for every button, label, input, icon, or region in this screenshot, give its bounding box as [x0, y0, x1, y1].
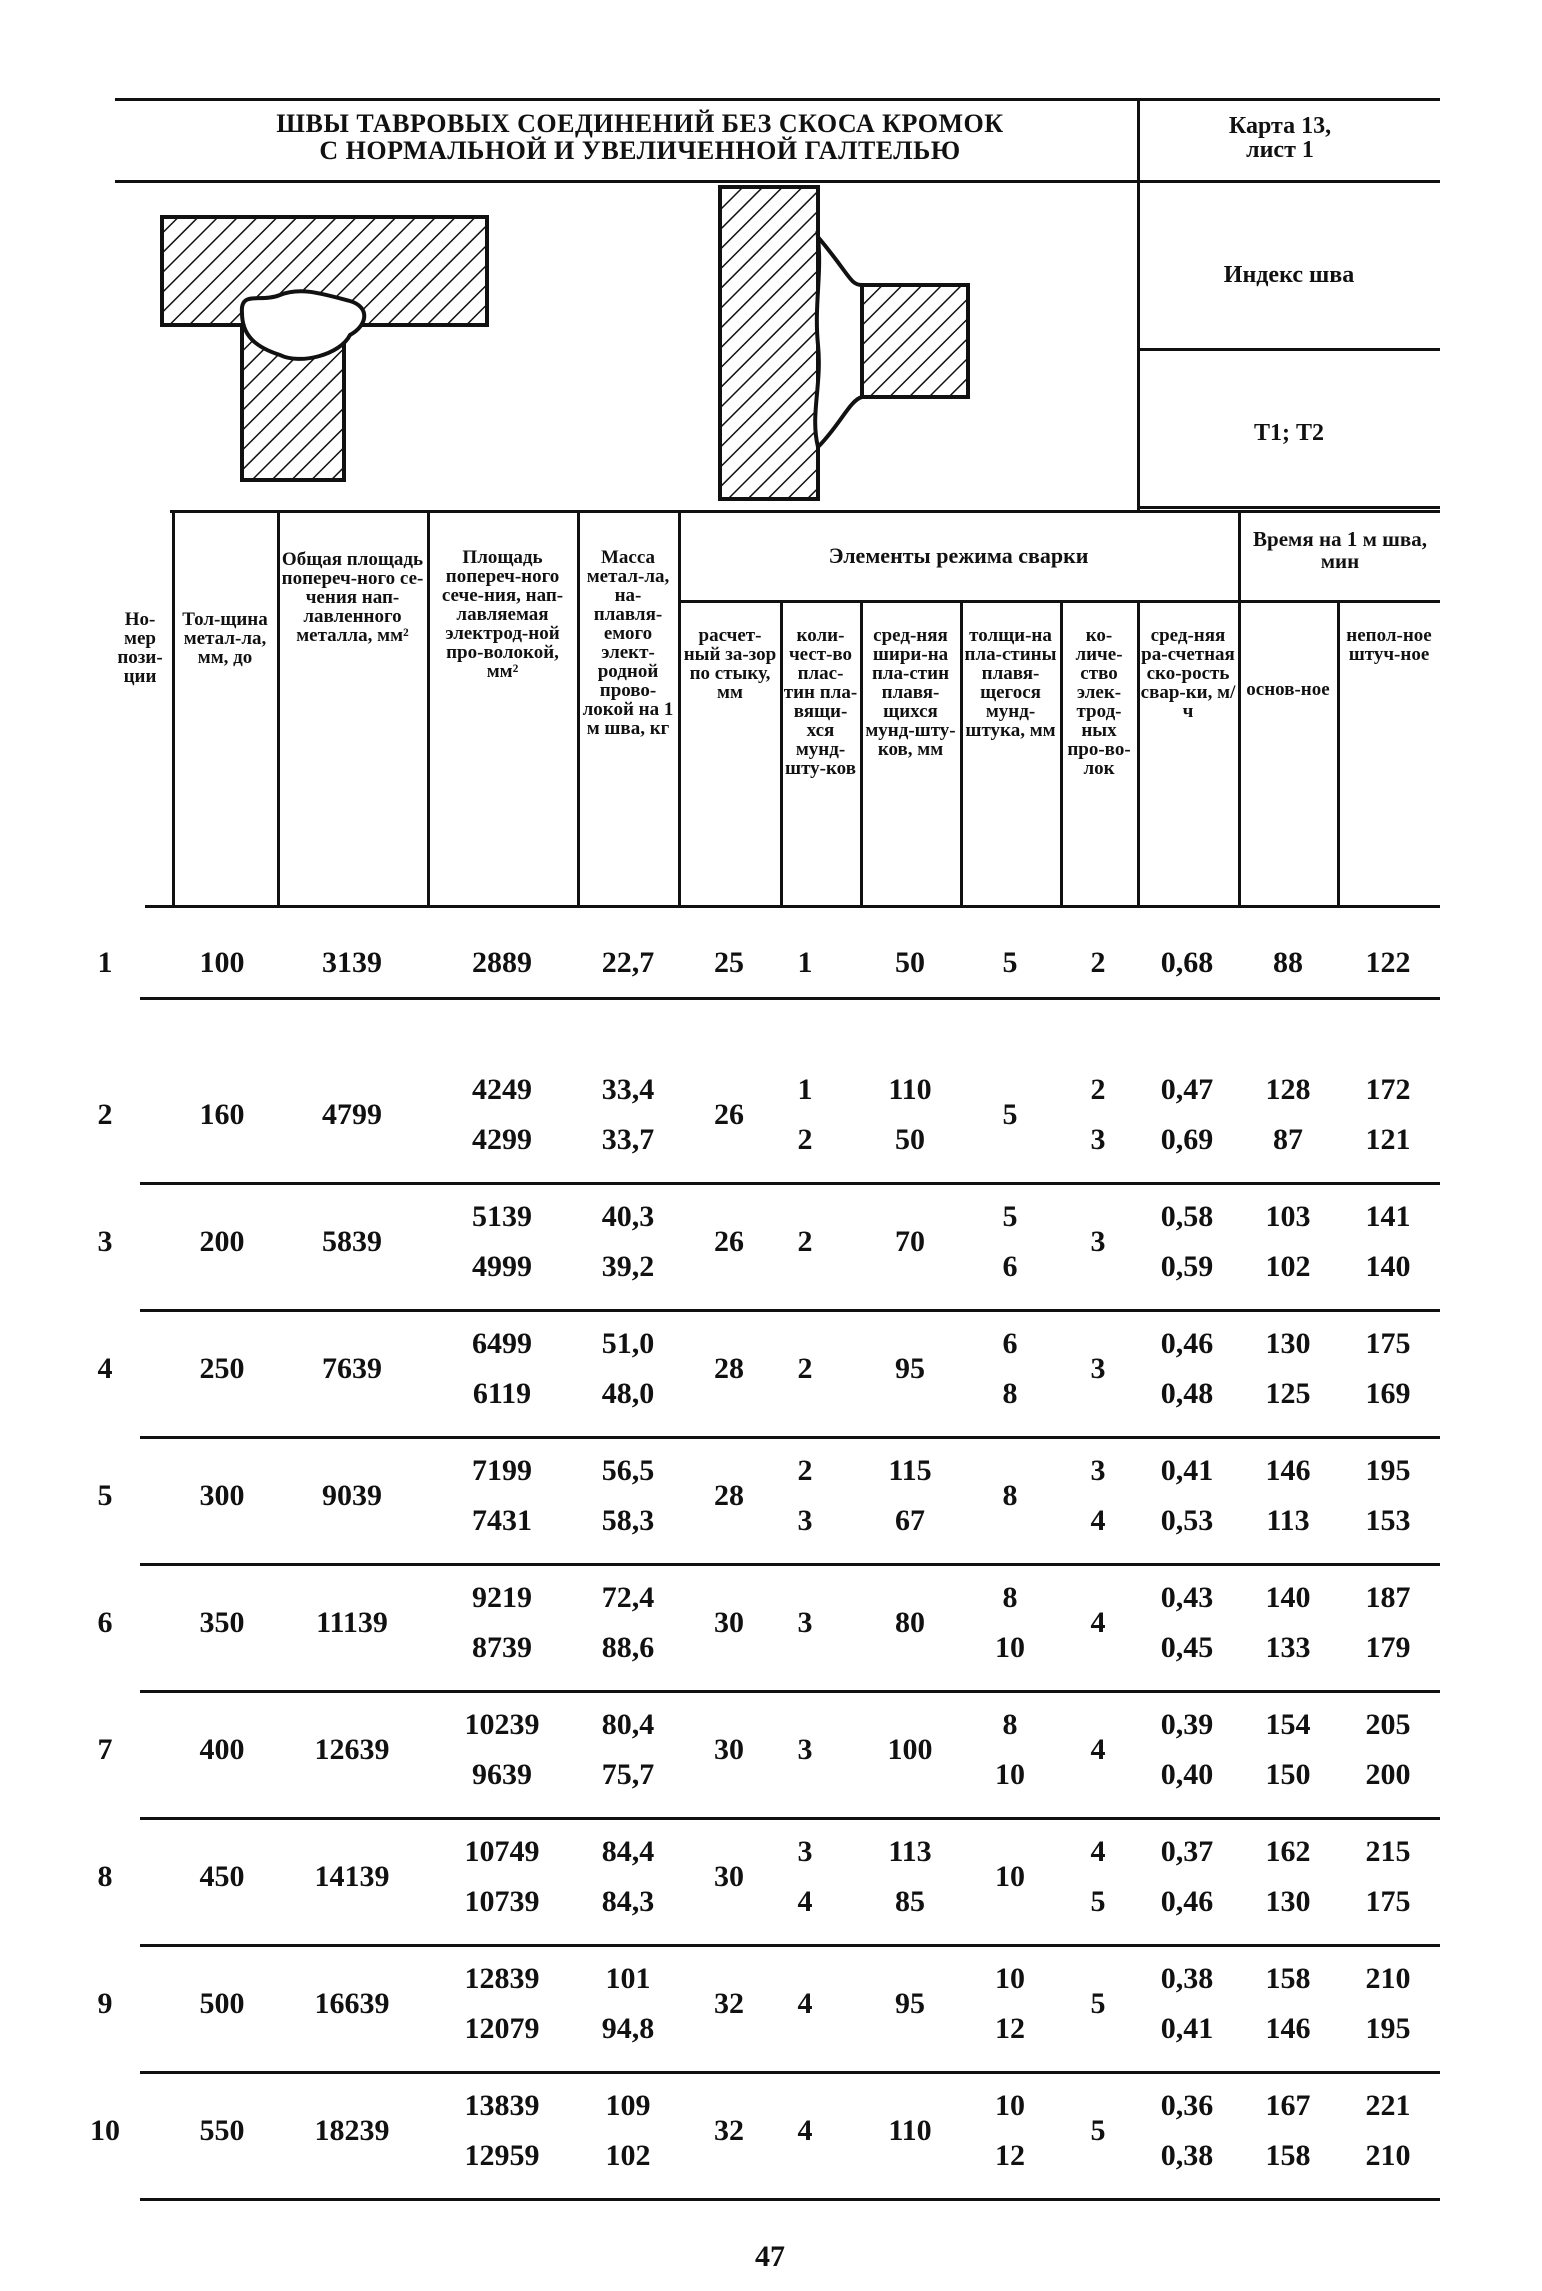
row-speed: 0,45	[1160, 1631, 1214, 1664]
row-wire-area: 13839	[464, 2089, 540, 2122]
row-time-main: 146	[1265, 1454, 1311, 1487]
row-thickness: 450	[199, 1860, 245, 1893]
row-time-main: 158	[1265, 2139, 1311, 2172]
row-wires: 2	[1090, 1073, 1106, 1106]
row-gap: 30	[714, 1733, 744, 1766]
row-plates: 4	[797, 2114, 813, 2147]
row-total-area: 7639	[322, 1352, 382, 1385]
col-line	[678, 510, 681, 907]
row-pthick: 10	[995, 1962, 1025, 1995]
top-rule	[115, 98, 1440, 101]
row-width: 80	[895, 1606, 925, 1639]
row-plates: 2	[797, 1454, 813, 1487]
horizontal-plate	[860, 285, 968, 397]
row-pthick: 5	[1002, 1200, 1018, 1233]
row-wire-area: 2889	[472, 946, 532, 979]
col-header-wire-area: Площадь попереч-ного сече-ния, нап-лавляемая электрод-ной про-волокой, мм²	[441, 547, 564, 682]
col-header-num: Но-мер пози-ции	[117, 609, 163, 687]
row-mass: 22,7	[601, 946, 655, 979]
row-width: 70	[895, 1225, 925, 1258]
row-plates: 4	[797, 1885, 813, 1918]
row-wires: 2	[1090, 946, 1106, 979]
index-rule	[1137, 348, 1440, 351]
row-speed: 0,41	[1160, 2012, 1214, 2045]
row-speed: 0,41	[1160, 1454, 1214, 1487]
row-width: 113	[888, 1835, 932, 1868]
row-pthick: 6	[1002, 1250, 1018, 1283]
row-total-area: 14139	[314, 1860, 390, 1893]
row-plates: 2	[797, 1225, 813, 1258]
row-separator	[140, 997, 1440, 1000]
row-total-area: 11139	[316, 1606, 388, 1639]
row-pthick: 10	[995, 1860, 1025, 1893]
row-wire-area: 6119	[472, 1377, 532, 1410]
row-plates: 3	[797, 1606, 813, 1639]
row-time-piece: 179	[1365, 1631, 1411, 1664]
row-pthick: 8	[1002, 1479, 1018, 1512]
row-time-main: 102	[1265, 1250, 1311, 1283]
row-thickness: 160	[199, 1098, 245, 1131]
row-plates: 3	[797, 1733, 813, 1766]
row-separator	[140, 1563, 1440, 1566]
row-wire-area: 4999	[472, 1250, 532, 1283]
col-header-mode-group: Элементы режима сварки	[828, 543, 1089, 568]
page-number: 47	[755, 2240, 785, 2273]
row-position: 1	[97, 946, 113, 979]
row-gap: 25	[714, 946, 744, 979]
row-wire-area: 6499	[472, 1327, 532, 1360]
row-wires: 5	[1090, 2114, 1106, 2147]
row-time-main: 140	[1265, 1581, 1311, 1614]
row-speed: 0,47	[1160, 1073, 1214, 1106]
row-thickness: 500	[199, 1987, 245, 2020]
col-header-plate-width: сред-няя шири-на пла-стин плавя-щихся мунд-шту-ков, мм	[865, 625, 956, 760]
row-mass: 33,4	[601, 1073, 655, 1106]
row-wires: 4	[1090, 1504, 1106, 1537]
row-wire-area: 9219	[472, 1581, 532, 1614]
row-gap: 26	[714, 1225, 744, 1258]
row-plates: 4	[797, 1987, 813, 2020]
row-mass: 39,2	[601, 1250, 655, 1283]
row-total-area: 18239	[314, 2114, 390, 2147]
wall-plate	[720, 187, 818, 499]
row-gap: 30	[714, 1606, 744, 1639]
header-top-rule	[170, 510, 1440, 513]
row-wire-area: 5139	[472, 1200, 532, 1233]
col-header-total-area: Общая площадь попереч-ного се-чения нап-лавленного металла, мм²	[281, 549, 424, 646]
row-wire-area: 4249	[472, 1073, 532, 1106]
row-mass: 84,4	[601, 1835, 655, 1868]
row-wires: 3	[1090, 1123, 1106, 1156]
row-thickness: 200	[199, 1225, 245, 1258]
row-time-piece: 122	[1365, 946, 1411, 979]
row-thickness: 250	[199, 1352, 245, 1385]
row-speed: 0,46	[1160, 1327, 1214, 1360]
row-time-piece: 187	[1365, 1581, 1411, 1614]
row-speed: 0,40	[1160, 1758, 1214, 1791]
row-mass: 109	[605, 2089, 651, 2122]
row-separator	[140, 2198, 1440, 2201]
row-speed: 0,53	[1160, 1504, 1214, 1537]
row-position: 5	[97, 1479, 113, 1512]
col-line	[172, 510, 175, 907]
row-speed: 0,38	[1160, 2139, 1214, 2172]
row-time-piece: 210	[1365, 1962, 1411, 1995]
row-time-piece: 172	[1365, 1073, 1411, 1106]
row-time-piece: 121	[1365, 1123, 1411, 1156]
row-gap: 30	[714, 1860, 744, 1893]
row-time-main: 130	[1265, 1885, 1311, 1918]
row-total-area: 9039	[322, 1479, 382, 1512]
row-time-main: 150	[1265, 1758, 1311, 1791]
row-gap: 28	[714, 1352, 744, 1385]
row-pthick: 10	[995, 1758, 1025, 1791]
row-time-piece: 221	[1365, 2089, 1411, 2122]
row-speed: 0,68	[1160, 946, 1214, 979]
row-pthick: 10	[995, 2089, 1025, 2122]
row-wires: 4	[1090, 1606, 1106, 1639]
row-time-piece: 195	[1365, 2012, 1411, 2045]
seam-index-label: Индекс шва	[1223, 262, 1355, 288]
row-pthick: 5	[1002, 1098, 1018, 1131]
col-line	[577, 510, 580, 907]
row-time-main: 88	[1273, 946, 1303, 979]
row-wire-area: 8739	[472, 1631, 532, 1664]
row-time-piece: 210	[1365, 2139, 1411, 2172]
row-separator	[140, 1817, 1440, 1820]
row-mass: 48,0	[601, 1377, 655, 1410]
row-speed: 0,36	[1160, 2089, 1214, 2122]
row-pthick: 10	[995, 1631, 1025, 1664]
row-wires: 3	[1090, 1225, 1106, 1258]
row-time-piece: 141	[1365, 1200, 1411, 1233]
row-time-main: 158	[1265, 1962, 1311, 1995]
row-time-piece: 140	[1365, 1250, 1411, 1283]
row-width: 95	[895, 1987, 925, 2020]
row-pthick: 8	[1002, 1708, 1018, 1741]
row-wire-area: 7431	[472, 1504, 532, 1537]
row-position: 10	[90, 2114, 120, 2147]
row-time-piece: 195	[1365, 1454, 1411, 1487]
seam-index-value: Т1; Т2	[1253, 420, 1324, 446]
row-mass: 56,5	[601, 1454, 655, 1487]
row-plates: 1	[797, 1073, 813, 1106]
row-mass: 72,4	[601, 1581, 655, 1614]
row-time-main: 130	[1265, 1327, 1311, 1360]
row-mass: 80,4	[601, 1708, 655, 1741]
row-speed: 0,69	[1160, 1123, 1214, 1156]
row-speed: 0,59	[1160, 1250, 1214, 1283]
row-total-area: 5839	[322, 1225, 382, 1258]
row-time-piece: 153	[1365, 1504, 1411, 1537]
figure-bottom-rule	[1137, 506, 1440, 509]
row-time-main: 125	[1265, 1377, 1311, 1410]
row-position: 4	[97, 1352, 113, 1385]
row-thickness: 100	[199, 946, 245, 979]
title-rule	[115, 180, 1440, 183]
row-time-main: 133	[1265, 1631, 1311, 1664]
row-mass: 101	[605, 1962, 651, 1995]
row-time-piece: 175	[1365, 1885, 1411, 1918]
row-width: 50	[895, 946, 925, 979]
row-mass: 88,6	[601, 1631, 655, 1664]
row-time-piece: 169	[1365, 1377, 1411, 1410]
row-wire-area: 10239	[464, 1708, 540, 1741]
row-speed: 0,48	[1160, 1377, 1214, 1410]
row-time-piece: 200	[1365, 1758, 1411, 1791]
row-wire-area: 12959	[464, 2139, 540, 2172]
row-position: 2	[97, 1098, 113, 1131]
row-separator	[140, 1944, 1440, 1947]
row-width: 110	[888, 1073, 932, 1106]
row-position: 8	[97, 1860, 113, 1893]
row-mass: 75,7	[601, 1758, 655, 1791]
row-mass: 94,8	[601, 2012, 655, 2045]
row-position: 9	[97, 1987, 113, 2020]
row-wire-area: 4299	[472, 1123, 532, 1156]
col-header-time-piece: непол-ное штуч-ное	[1346, 625, 1432, 665]
row-plates: 1	[797, 946, 813, 979]
row-mass: 51,0	[601, 1327, 655, 1360]
card-label: Карта 13, лист 1	[1228, 113, 1332, 163]
col-header-wires: ко-личе-ство элек-трод-ных про-во-лок	[1067, 625, 1131, 779]
row-width: 115	[888, 1454, 932, 1487]
row-wire-area: 9639	[472, 1758, 532, 1791]
row-width: 110	[888, 2114, 932, 2147]
col-header-plate-thickness: толщи-на пла-стины плавя-щегося мунд-штука, мм	[964, 625, 1057, 741]
row-width: 85	[895, 1885, 925, 1918]
tee-joint-drawings	[150, 185, 970, 505]
row-time-main: 162	[1265, 1835, 1311, 1868]
col-header-time-main: основ-ное	[1246, 679, 1330, 700]
row-time-main: 154	[1265, 1708, 1311, 1741]
row-thickness: 350	[199, 1606, 245, 1639]
row-wires: 3	[1090, 1454, 1106, 1487]
col-header-thickness: Тол-щина метал-ла, мм, до	[182, 609, 268, 668]
row-plates: 3	[797, 1835, 813, 1868]
row-time-piece: 175	[1365, 1327, 1411, 1360]
row-separator	[140, 2071, 1440, 2074]
row-time-main: 146	[1265, 2012, 1311, 2045]
row-speed: 0,58	[1160, 1200, 1214, 1233]
row-mass: 33,7	[601, 1123, 655, 1156]
row-separator	[140, 1182, 1440, 1185]
col-header-mass: Масса метал-ла, на-плавля-емого элект-родной прово-локой на 1 м шва, кг	[582, 547, 674, 739]
row-total-area: 16639	[314, 1987, 390, 2020]
row-position: 7	[97, 1733, 113, 1766]
col-header-time-group: Время на 1 м шва, мин	[1253, 527, 1427, 573]
row-speed: 0,37	[1160, 1835, 1214, 1868]
row-time-piece: 215	[1365, 1835, 1411, 1868]
row-speed: 0,46	[1160, 1885, 1214, 1918]
row-pthick: 8	[1002, 1581, 1018, 1614]
row-gap: 28	[714, 1479, 744, 1512]
row-total-area: 3139	[322, 946, 382, 979]
row-plates: 2	[797, 1352, 813, 1385]
row-pthick: 12	[995, 2139, 1025, 2172]
row-gap: 26	[714, 1098, 744, 1131]
row-pthick: 5	[1002, 946, 1018, 979]
row-gap: 32	[714, 1987, 744, 2020]
row-mass: 102	[605, 2139, 651, 2172]
row-wires: 3	[1090, 1352, 1106, 1385]
row-time-piece: 205	[1365, 1708, 1411, 1741]
row-thickness: 550	[199, 2114, 245, 2147]
row-position: 6	[97, 1606, 113, 1639]
row-time-main: 128	[1265, 1073, 1311, 1106]
row-wire-area: 10739	[464, 1885, 540, 1918]
row-pthick: 6	[1002, 1327, 1018, 1360]
row-wire-area: 12839	[464, 1962, 540, 1995]
row-width: 50	[895, 1123, 925, 1156]
col-header-plates-count: коли-чест-во плас-тин пла-вящи-хся мунд-шту-ков	[783, 625, 858, 779]
row-width: 100	[887, 1733, 933, 1766]
row-thickness: 400	[199, 1733, 245, 1766]
row-time-main: 87	[1273, 1123, 1303, 1156]
row-pthick: 12	[995, 2012, 1025, 2045]
row-speed: 0,43	[1160, 1581, 1214, 1614]
row-width: 95	[895, 1352, 925, 1385]
row-wire-area: 10749	[464, 1835, 540, 1868]
header-bottom-rule	[145, 905, 1440, 908]
fillet-weld	[815, 237, 862, 447]
row-gap: 32	[714, 2114, 744, 2147]
col-line	[427, 510, 430, 907]
row-plates: 2	[797, 1123, 813, 1156]
row-wires: 4	[1090, 1835, 1106, 1868]
row-total-area: 4799	[322, 1098, 382, 1131]
row-pthick: 8	[1002, 1377, 1018, 1410]
row-wires: 5	[1090, 1987, 1106, 2020]
row-wires: 5	[1090, 1885, 1106, 1918]
row-wire-area: 7199	[472, 1454, 532, 1487]
row-plates: 3	[797, 1504, 813, 1537]
row-time-main: 167	[1265, 2089, 1311, 2122]
row-wires: 4	[1090, 1733, 1106, 1766]
page-title: ШВЫ ТАВРОВЫХ СОЕДИНЕНИЙ БЕЗ СКОСА КРОМОК С НОРМАЛЬНОЙ И УВЕЛИЧЕННОЙ ГАЛТЕЛЬЮ	[276, 109, 1004, 165]
row-separator	[140, 1690, 1440, 1693]
row-separator	[140, 1309, 1440, 1312]
row-speed: 0,38	[1160, 1962, 1214, 1995]
row-width: 67	[895, 1504, 925, 1537]
row-thickness: 300	[199, 1479, 245, 1512]
row-mass: 84,3	[601, 1885, 655, 1918]
col-header-gap: расчет-ный за-зор по стыку, мм	[683, 625, 777, 703]
row-time-main: 113	[1266, 1504, 1310, 1537]
row-speed: 0,39	[1160, 1708, 1214, 1741]
row-separator	[140, 1436, 1440, 1439]
col-header-speed: сред-няя ра-счетная ско-рость свар-ки, м/ч	[1140, 625, 1236, 722]
row-position: 3	[97, 1225, 113, 1258]
row-total-area: 12639	[314, 1733, 390, 1766]
row-wire-area: 12079	[464, 2012, 540, 2045]
row-mass: 58,3	[601, 1504, 655, 1537]
row-mass: 40,3	[601, 1200, 655, 1233]
row-time-main: 103	[1265, 1200, 1311, 1233]
col-line	[277, 510, 280, 907]
